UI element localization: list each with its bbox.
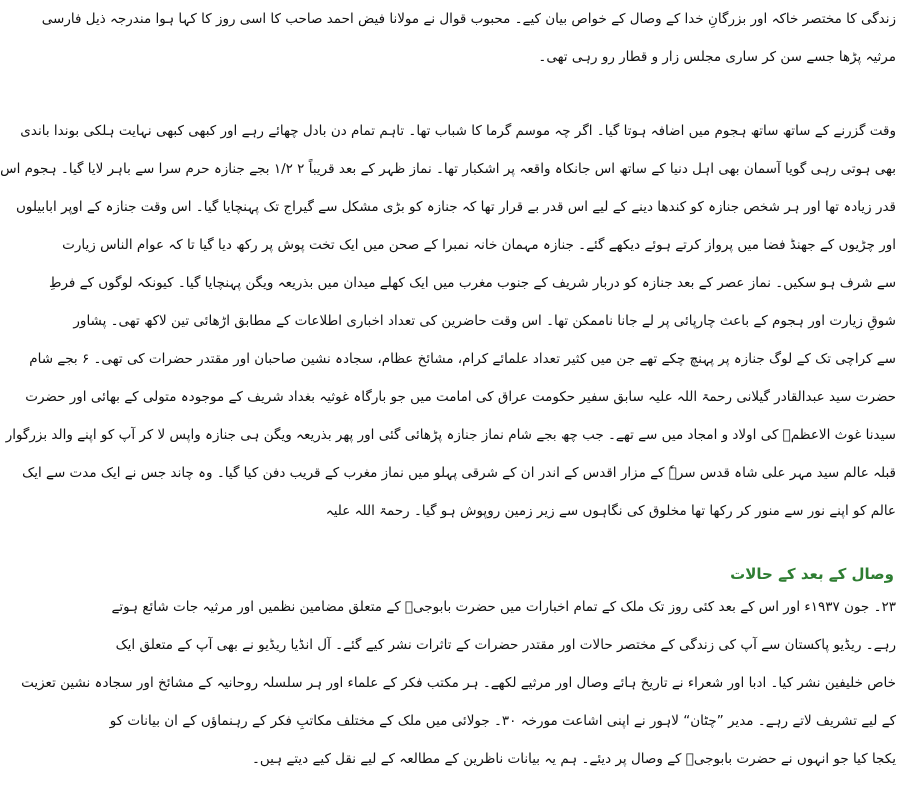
text-line: عالم کو اپنے نور سے منور کر رکھا تھا مخلوق کی نگاہوں سے زیر زمین روپوش ہو گیا۔ رحمۃ اللہ علیہ	[325, 503, 896, 519]
text-line: زندگی کا مختصر خاکہ اور بزرگانِ خدا کے وصال کے خواص بیان کیے۔ محبوب قوال نے مولانا فیض احمد صاحب کا اسی روز کا کہا ہوا مندرجہ ذیل فارسی	[41, 11, 896, 27]
text-line: قبلہ عالم سید مہر علی شاہ قدس سرہٗ کے مزار اقدس کے اندر ان کے شرقی پہلو میں نماز مغرب کے قریب دفن کیا گیا۔ وہ چاند جس نے ایک مدت سے ایک	[22, 465, 896, 481]
text-line: ۲۳۔ جون ۱۹۳۷ء اور اس کے بعد کئی روز تک ملک کے تمام اخبارات میں حضرت بابوجیؒ کے متعلق مضامین نظمیں اور مرثیہ جات شائع ہوتے	[111, 599, 896, 615]
text-line: سیدنا غوث الاعظمؓ کی اولاد و امجاد میں سے تھے۔ جب چھ بجے شام نماز جنازہ پڑھائی گئی اور پھر بذریعہ ویگن ہی جنازہ واپس لا کر آپ کو اپنے والد بزرگوار	[5, 427, 896, 443]
text-line: اور چڑیوں کے جھنڈ فضا میں پرواز کرتے ہوئے دیکھے گئے۔ جنازہ مہمان خانہ نمبرا کے صحن میں ایک تخت پوش پر رکھ دیا گیا تا کہ عوام الناس زیارت	[62, 237, 896, 253]
text-line: سے شرف ہو سکیں۔ نماز عصر کے بعد جنازہ کو دربار شریف کے جنوب مغرب میں ایک کھلے میدان میں بذریعہ ویگن پہنچایا گیا۔ کیونکہ لوگوں کے فرطِ	[48, 275, 896, 291]
text-line: شوقِ زیارت اور ہجوم کے باعث چارپائی پر لے جانا ناممکن تھا۔ اس وقت حاضرین کی تعداد اخباری اطلاعات کے مطابق اڑھائی تین لاکھ تھی۔ پشاور	[73, 313, 896, 329]
section-heading: وصال کے بعد کے حالات	[730, 565, 894, 583]
text-line: کے لیے تشریف لاتے رہے۔ مدیر ”چٹان“ لاہور نے اپنی اشاعت مورخہ ۳۰۔ جولائی میں ملک کے مختلف مکاتبِ فکر کے رہنماؤں کے ان بیانات کو	[109, 713, 896, 729]
text-line: بھی ہوتی رہی گویا آسمان بھی اہل دنیا کے ساتھ اس جانکاہ واقعہ پر اشکبار تھا۔ نماز ظہر کے بعد قریباً ۲ ۱/۲ بجے جنازہ حرم سرا سے باہر لایا گیا۔ ہجوم اس	[0, 161, 896, 177]
text-line: وقت گزرنے کے ساتھ ساتھ ہجوم میں اضافہ ہوتا گیا۔ اگر چہ موسم گرما کا شباب تھا۔ تاہم تمام دن بادل چھائے رہے اور کبھی کبھی نہایت ہلکی بوندا باندی	[20, 123, 896, 139]
text-line: رہے۔ ریڈیو پاکستان سے آپ کی زندگی کے مختصر حالات اور مقتدر حضرات کے تاثرات نشر کیے گئے۔ آل انڈیا ریڈیو نے بھی آپ کے متعلق ایک	[115, 637, 896, 653]
intro-paragraph	[41, 0, 896, 76]
text-line: مرثیہ پڑھا جسے سن کر ساری مجلس زار و قطار رو رہی تھی۔	[538, 49, 896, 65]
after-death-paragraph	[21, 588, 896, 778]
text-line: یکجا کیا جو انہوں نے حضرت بابوجیؒ کے وصال پر دیئے۔ ہم یہ بیانات ناظرین کے مطالعہ کے لیے نقل کیے دیتے ہیں۔	[251, 751, 896, 767]
funeral-paragraph	[0, 112, 896, 530]
text-line: سے کراچی تک کے لوگ جنازہ پر پہنچ چکے تھے جن میں کثیر تعداد علمائے کرام، مشائخ عظام، سجادہ نشین صاحبان اور مقتدر حضرات کی تھی۔ ۶ بجے شام	[29, 351, 896, 367]
text-line: حضرت سید عبدالقادر گیلانی رحمۃ اللہ علیہ سابق سفیر حکومت عراق کی امامت میں جو بارگاہ غوثیہ بغداد شریف کے موجودہ متولی کے بھائی اور حضرت	[25, 389, 896, 405]
text-line: قدر زیادہ تھا اور ہر شخص جنازہ کو کندھا دینے کے لیے اس قدر بے قرار تھا کہ جنازہ کو بڑی مشکل سے گیراج تک پہنچایا گیا۔ اس وقت جنازہ کے اوپر ابابیلوں	[16, 199, 896, 215]
text-line: خاص خلیفین نشر کیا۔ ادبا اور شعراء نے تاریخ ہائے وصال اور مرثیے لکھے۔ ہر مکتب فکر کے علماء اور ہر سلسلہ روحانیہ کے مشائخ اور سجادہ نشین تعزیت	[21, 675, 896, 691]
